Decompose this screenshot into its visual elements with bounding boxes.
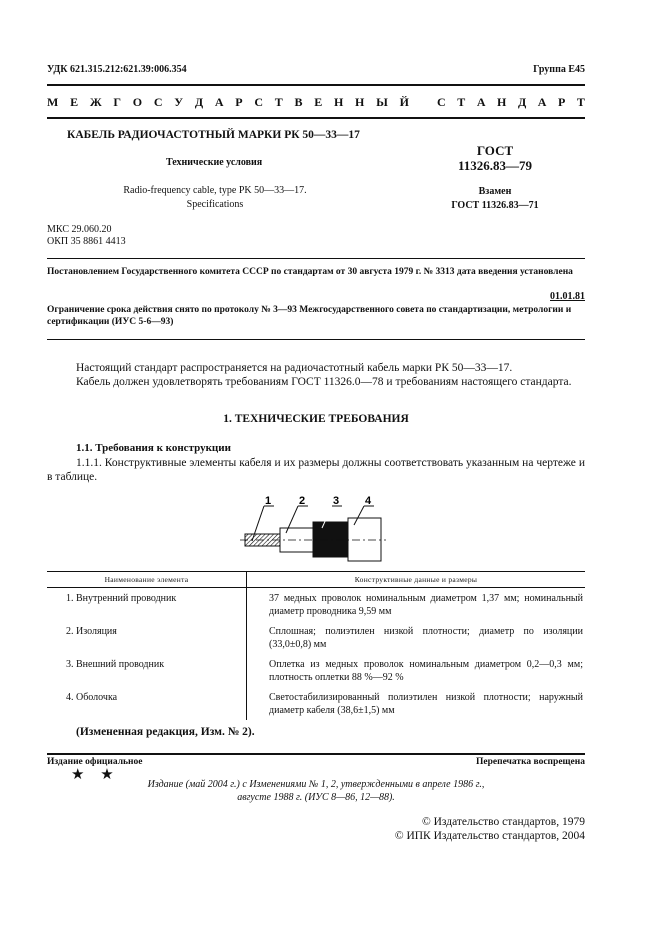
cable-drawing (240, 491, 390, 566)
copyright-2004: © ИПК Издательство стандартов, 2004 (394, 830, 585, 842)
udk-code: УДК 621.315.212:621.39:006.354 (47, 64, 187, 75)
banner-letter: С (153, 95, 163, 109)
banner-letter: В (294, 95, 303, 109)
clause-text: 1.1.1. Конструктивные элементы кабеля и их размеры должны соответствовать указанным на чертеже и в таблице. (47, 457, 585, 483)
english-title-line-1: Radio-frequency cable, type PK 50—33—17. (123, 185, 307, 196)
banner-letter: А (476, 95, 486, 109)
replaces-gost: ГОСТ 11326.83—71 (451, 200, 539, 211)
subsection-title: 1.1. Требования к конструкции (76, 442, 231, 454)
banner-letter: Е (70, 95, 79, 109)
table-row (47, 654, 585, 687)
edition-note-line-2: августе 1988 г. (ИУС 8—86, 12—88). (237, 792, 395, 803)
row-element-data: Оплетка из медных проволок номинальным диаметром 0,2—0,3 мм; плотность оплетки 88 %—92 % (269, 659, 583, 683)
english-title (100, 184, 330, 212)
gost-label: ГОСТ (476, 143, 514, 158)
effective-date: 01.01.81 (550, 291, 585, 302)
banner-letter: М (47, 95, 59, 109)
row-element-data: Сплошная; полиэтилен низкой плотности; диаметр по изоляции (33,0±0,8) мм (269, 626, 583, 650)
row-element-name: 4. Оболочка (47, 687, 247, 720)
copyright-1979: © Издательство стандартов, 1979 (421, 816, 585, 828)
banner-letter: Ж (89, 95, 102, 109)
banner-letter: С (254, 95, 263, 109)
classification-codes (47, 224, 126, 248)
stars-mark: ★ ★ (71, 767, 120, 783)
banner-letter: А (214, 95, 224, 109)
banner-letter: А (537, 95, 547, 109)
gost-block (440, 143, 550, 213)
limitation-text: Ограничение срока действия снято по протоколу № 3—93 Межгосударственного совета по стандартизации, метрологии и сертификации (ИУС 5-6—93) (47, 305, 572, 327)
banner-letter: Г (113, 95, 122, 109)
drawing-label-1: 1 (265, 495, 272, 507)
banner-letter: Т (274, 95, 283, 109)
row-element-data: Светостабилизированный полиэтилен низкой плотности; наружный диаметр кабеля (38,6±1,5) мм (269, 692, 583, 716)
edition-note (47, 778, 585, 804)
mks-code: МКС 29.060.20 (47, 224, 112, 235)
banner-letter: О (132, 95, 143, 109)
replaces-label: Взамен (478, 186, 512, 197)
sheath-shape (348, 518, 381, 561)
amended-note: (Измененная редакция, Изм. № 2). (76, 726, 255, 738)
official-edition-label: Издание официальное (47, 757, 143, 767)
section-title: 1. ТЕХНИЧЕСКИЕ ТРЕБОВАНИЯ (223, 413, 409, 425)
banner-rule (47, 117, 585, 119)
drawing-label-2: 2 (299, 495, 306, 507)
banner-letter: Й (399, 95, 409, 109)
banner-letter: Т (576, 95, 585, 109)
banner-letter: У (174, 95, 184, 109)
banner-letter: Д (194, 95, 204, 109)
intro-paragraph-2: Кабель должен удовлетворять требованиям ГОСТ 11326.0—78 и требованиям настоящего стандарта. (76, 376, 572, 388)
gost-number: 11326.83—79 (457, 158, 533, 173)
codes-rule (47, 258, 585, 259)
drawing-label-3: 3 (333, 495, 340, 507)
banner-letter: Ы (376, 95, 388, 109)
banner-word-interstate (47, 95, 409, 110)
group-code: Группа Е45 (533, 64, 585, 75)
row-element-name: 1. Внутренний проводник (47, 588, 247, 622)
outer-conductor-shape (313, 522, 348, 557)
banner-letter: С (437, 95, 446, 109)
banner-letter: Н (355, 95, 365, 109)
banner-letter: Н (497, 95, 507, 109)
table-row (47, 588, 585, 622)
limitation-rule (47, 339, 585, 340)
table-header-row (47, 572, 585, 588)
table-row (47, 621, 585, 654)
okp-code: ОКП 35 8861 4413 (47, 236, 126, 247)
banner-letter: Н (333, 95, 344, 109)
header-element-name: Наименование элемента (47, 572, 247, 588)
resolution-text: Постановлением Государственного комитета СССР по стандартам от 30 августа 1979 г. № 3313 дата введения установлена (47, 267, 573, 277)
drawing-label-4: 4 (365, 495, 372, 507)
header-rule (47, 84, 585, 86)
intro-paragraph-1: Настоящий стандарт распространяется на радиочастотный кабель марки РК 50—33—17. (76, 362, 513, 374)
banner-letter: Е (314, 95, 323, 109)
banner-letter: Т (457, 95, 466, 109)
banner-letter: Д (517, 95, 527, 109)
document-subtitle: Технические условия (166, 157, 263, 168)
table-row (47, 687, 585, 720)
edition-note-line-1: Издание (май 2004 г.) с Изменениями № 1, 2, утвержденными в апреле 1986 г., (147, 779, 485, 790)
document-title: КАБЕЛЬ РАДИОЧАСТОТНЫЙ МАРКИ РК 50—33—17 (67, 129, 360, 141)
standard-banner (47, 95, 585, 110)
header-construction-data: Конструктивные данные и размеры (247, 572, 586, 588)
construction-table (47, 571, 585, 720)
row-element-name: 2. Изоляция (47, 621, 247, 654)
footer-rule (47, 753, 585, 755)
row-element-name: 3. Внешний проводник (47, 654, 247, 687)
banner-letter: Р (235, 95, 243, 109)
row-element-data: 37 медных проволок номинальным диаметром 1,37 мм; номинальный диаметр проводника 9,59 мм (269, 593, 583, 617)
reprint-prohibited-label: Перепечатка воспрещена (475, 757, 585, 767)
banner-letter: Р (558, 95, 566, 109)
banner-word-standard (437, 95, 585, 110)
english-title-line-2: Specifications (186, 199, 244, 210)
